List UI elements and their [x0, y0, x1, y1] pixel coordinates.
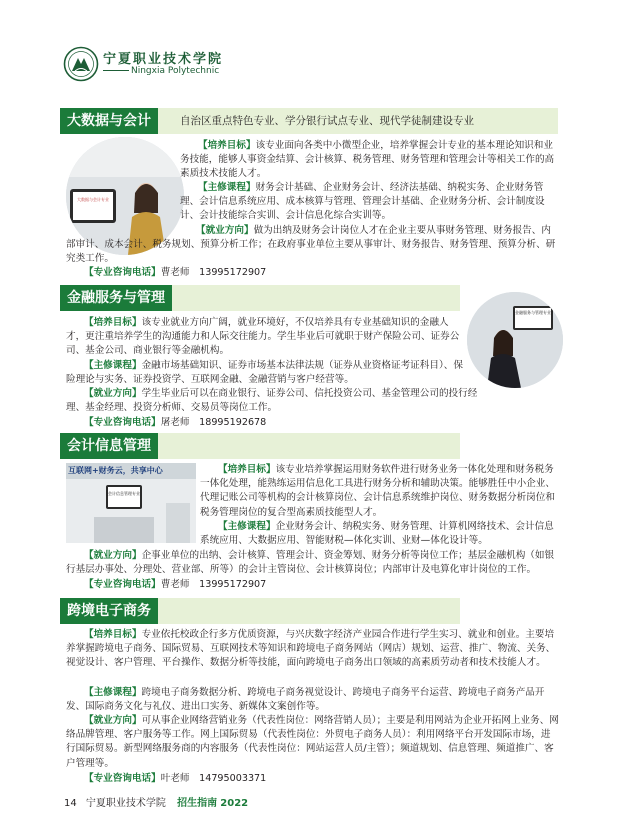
- course-label: 【主修课程】: [84, 360, 142, 371]
- photo-sign-text: 大数据与会计专业: [77, 197, 109, 202]
- school-name-cn: 宁夏职业技术学院: [103, 52, 224, 67]
- classroom-photo: [66, 463, 196, 543]
- section-career: [66, 387, 478, 415]
- section-subtitle: 自治区重点特色专业、学分银行试点专业、现代学徒制建设专业: [180, 115, 474, 127]
- section-courses: [200, 520, 560, 548]
- goal-text: 专业依托校政企行多方优质资源，与兴庆数字经济产业园合作进行学生实习、就业和创业。主要培养掌握跨境电子商务、国际贸易、互联网技术等知识和跨境电子商务网站（网店）规划、运营、推广、物流、关务、视觉设计、客户管理、平台操作、数据分析等技能，面向跨境电子商务出口领域的高素质劳动者和技术技能人才。: [66, 629, 556, 669]
- section-title: 跨境电子商务: [60, 598, 158, 624]
- section-bar-finance: [60, 285, 460, 311]
- phone-text: 曹老师 13995172907: [160, 579, 267, 590]
- section-phone: [84, 578, 384, 592]
- footer-school: 宁夏职业技术学院: [85, 798, 166, 809]
- career-text: 企事业单位的出纳、会计核算、管理会计、资金筹划、财务分析等岗位工作；基层金融机构（如银行基层办事处、分理处、营业部、所等）的会计主管岗位、会计核算岗位；内部审计及电算化审计岗位的工作。: [66, 550, 555, 576]
- section-courses: [66, 686, 560, 714]
- section-goal: [66, 628, 560, 671]
- section-career: [66, 224, 560, 267]
- career-label: 【就业方向】: [196, 225, 254, 236]
- teacher-photo: [467, 292, 563, 388]
- section-goal: [200, 463, 560, 520]
- section-phone: [84, 772, 384, 786]
- classroom-banner: 互联网+财务云，共享中心: [68, 466, 163, 475]
- section-phone: [84, 266, 384, 280]
- school-emblem-icon: [63, 46, 99, 82]
- career-text: 可从事企业网络营销业务（代表性岗位：网络营销人员）；主要是利用网站为企业开拓网上业务、网络品牌管理、客户服务等工作。网上国际贸易（代表性岗位：外贸电子商务人员）：利用网络平台开发国际市场，进行国际贸易。新型网络服务商的内容服务（代表性岗位：网站运营人员/主管）；频道规划、信息管理、频道推广、客户管理等。: [66, 715, 559, 769]
- phone-label: 【专业咨询电话】: [84, 579, 161, 590]
- career-label: 【就业方向】: [84, 715, 142, 726]
- course-label: 【主修课程】: [218, 521, 276, 532]
- phone-label: 【专业咨询电话】: [84, 417, 161, 428]
- section-phone: [84, 416, 384, 430]
- phone-text: 屠老师 18995192678: [160, 417, 267, 428]
- section-goal: [66, 316, 466, 359]
- career-label: 【就业方向】: [84, 388, 142, 399]
- career-text: 做为出纳及财务会计岗位人才在企业主要从事财务管理、财务报告、内部审计、成本会计、税务规划、预算分析工作；在政府事业单位主要从事审计、财务报告、财务管理、预算分析、研究类工作。: [66, 225, 556, 265]
- phone-text: 曹老师 13995172907: [160, 267, 267, 278]
- page-footer: [64, 794, 248, 809]
- goal-label: 【培养目标】: [198, 140, 256, 151]
- section-career: [66, 549, 560, 577]
- section-bar-accounting-info: [60, 433, 460, 459]
- section-bar-cross-border-ecommerce: [60, 598, 460, 624]
- section-courses: [66, 359, 466, 387]
- goal-label: 【培养目标】: [84, 317, 142, 328]
- goal-text: 该专业面向各类中小微型企业，培养掌握会计专业的基本理论知识和业务技能，能够人事资金结算、会计核算、税务管理、财务管理和管理会计等相关工作的高素质技术技能人才。: [180, 140, 555, 180]
- section-career: [66, 714, 560, 771]
- section-goal: [180, 139, 560, 182]
- section-courses: [180, 181, 560, 224]
- footer-year: 2022: [220, 798, 249, 809]
- course-label: 【主修课程】: [84, 687, 142, 698]
- course-text: 财务会计基础、企业财务会计、经济法基础、纳税实务、企业财务管理、会计信息系统应用、成本核算与管理、管理会计基础、企业财务分析、会计制度设计、会计技能综合实训、会计信息化综合实训等。: [180, 182, 545, 222]
- goal-text: 该专业就业方向广阔，就业环境好，不仅培养具有专业基础知识的金融人才，更注重培养学生的沟通能力和人际交往能力。学生毕业后可就职于财产保险公司、证券公司、基金公司、商业银行等金融机构。: [66, 317, 460, 357]
- goal-label: 【培养目标】: [84, 629, 142, 640]
- page-number: 14: [64, 798, 77, 809]
- section-title: 会计信息管理: [60, 433, 158, 459]
- course-text: 企业财务会计、纳税实务、财务管理、计算机网络技术、会计信息系统应用、大数据应用、智能财税—体化实训、业财—体化设计等。: [200, 521, 554, 547]
- career-label: 【就业方向】: [84, 550, 142, 561]
- phone-label: 【专业咨询电话】: [84, 773, 161, 784]
- phone-text: 叶老师 14795003371: [160, 773, 267, 784]
- course-text: 跨境电子商务数据分析、跨境电子商务视觉设计、跨境电子商务平台运营、跨境电子商务产品开发、国际商务文化与礼仪、进出口实务、新媒体文案创作等。: [66, 687, 545, 713]
- phone-label: 【专业咨询电话】: [84, 267, 161, 278]
- career-text: 学生毕业后可以在商业银行、证券公司、信托投资公司、基金管理公司的投行经理、基金经理、投资分析师、交易员等岗位工作。: [66, 388, 478, 414]
- photo-sign-text: 金融服务与管理专业: [515, 310, 551, 315]
- course-label: 【主修课程】: [198, 182, 256, 193]
- footer-guide: 招生指南: [177, 798, 218, 809]
- course-text: 金融市场基础知识、证券市场基本法律法规（证券从业资格证考证科目）、保险理论与实务、证券投资学、互联网金融、金融营销与客户经营等。: [66, 360, 463, 386]
- school-logo: [63, 46, 223, 84]
- school-name-en: Ningxia Polytechnic: [103, 66, 219, 76]
- section-title: 金融服务与管理: [60, 285, 172, 311]
- goal-label: 【培养目标】: [218, 464, 276, 475]
- photo-sign-text: 会计信息管理专业: [108, 491, 140, 496]
- goal-text: 该专业培养掌握运用财务软件进行财务业务一体化处理和财务税务一体化处理，能熟练运用信息化工具进行财务分析和辅助决策。能够胜任中小企业、代理记账公司等机构的会计核算岗位、会计信息系统维护岗位、财务数据分析岗位和税务管理岗位的复合型高素质技能型人才。: [200, 464, 555, 518]
- section-bar-big-data-accounting: [60, 108, 558, 134]
- section-title: 大数据与会计: [60, 108, 158, 134]
